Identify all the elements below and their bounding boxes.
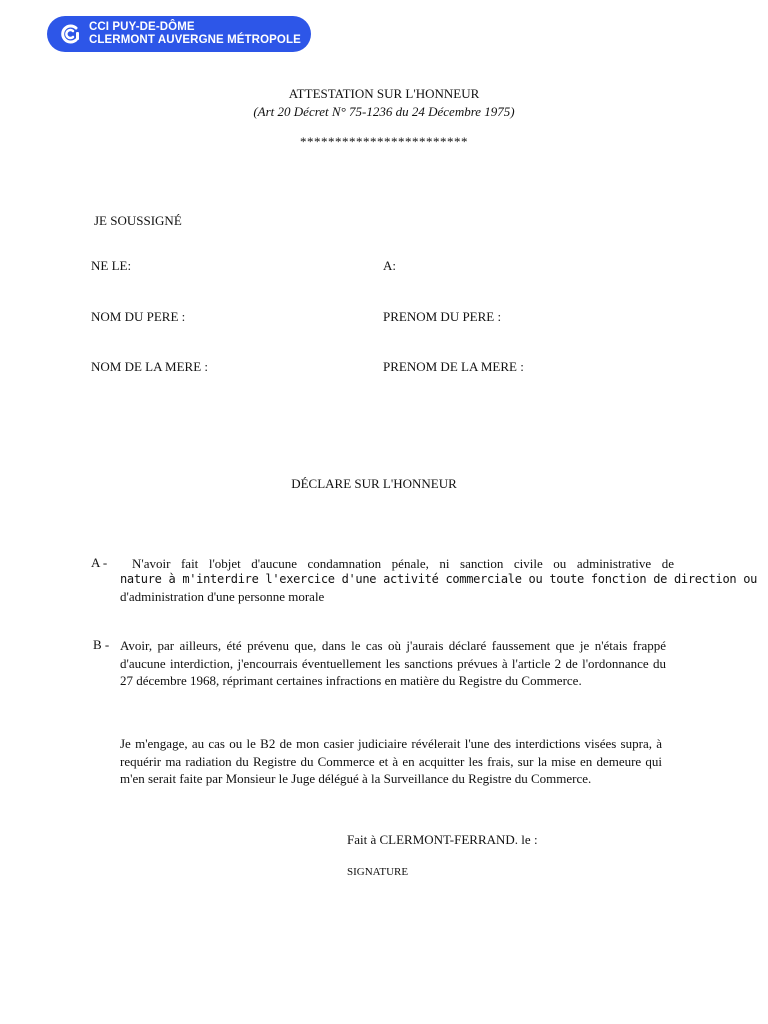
ne-le-label: NE LE: <box>91 258 132 273</box>
document-subtitle: (Art 20 Décret N° 75-1236 du 24 Décembre 1975) <box>253 104 515 119</box>
item-a-line-1: N'avoir fait l'objet d'aucune condamnation pénale, ni sanction civile ou administrative de <box>132 556 674 571</box>
document-title: ATTESTATION SUR L'HONNEUR <box>288 86 480 101</box>
prenom-mere-label: PRENOM DE LA MERE : <box>383 359 524 374</box>
fait-a-label: Fait à CLERMONT-FERRAND. le : <box>347 832 538 847</box>
lieu-label: A: <box>383 258 396 273</box>
item-a-line-2: nature à m'interdire l'exercice d'une activité commerciale ou toute fonction de direction ou <box>120 572 758 586</box>
je-soussigne-label: JE SOUSSIGNÉ <box>94 213 182 228</box>
engagement-text: Je m'engage, au cas ou le B2 de mon casier judiciaire révélerait l'une des interdictions visées supra, à requérir ma radiation du Registre du Commerce et à en acquitter les frais, sur la mise en demeure qui m'en serait faite par Monsieur le Juge délégué à la Surveillance du Registre du Commerce. <box>120 736 662 786</box>
logo-line-2: CLERMONT AUVERGNE MÉTROPOLE <box>89 33 301 46</box>
nom-mere-label: NOM DE LA MERE : <box>91 359 208 374</box>
logo-line-1: CCI PUY-DE-DÔME <box>89 21 195 33</box>
item-b-text: Avoir, par ailleurs, été prévenu que, dans le cas où j'aurais déclaré faussement que je n'étais frappé d'aucune interdiction, j'encourrais éventuellement les sanctions prévues à l'article 2 de l'ordonnance du 27 décembre 1968, réprimant certaines infractions en matière du Registre du Commerce. <box>120 638 666 688</box>
signature-label: SIGNATURE <box>347 866 409 878</box>
item-b-marker: B - <box>93 637 110 652</box>
nom-pere-label: NOM DU PERE : <box>91 309 186 324</box>
item-a-marker: A - <box>91 555 108 570</box>
prenom-pere-label: PRENOM DU PERE : <box>383 309 502 324</box>
item-a-line-3: d'administration d'une personne morale <box>120 589 325 604</box>
cci-logo-icon <box>59 23 81 45</box>
declaration-heading: DÉCLARE SUR L'HONNEUR <box>291 476 457 491</box>
logo-text <box>89 21 301 46</box>
separator-stars: ************************ <box>300 134 468 149</box>
cci-logo <box>47 16 311 52</box>
